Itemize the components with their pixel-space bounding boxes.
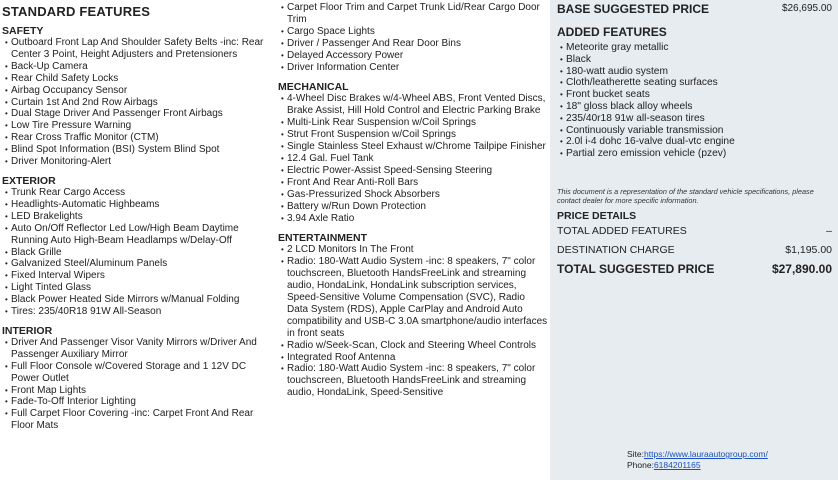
- section-title-exterior: EXTERIOR: [2, 174, 56, 187]
- feature-item: • Black: [560, 54, 832, 66]
- feature-item: • Driver And Passenger Visor Vanity Mirrors w/Driver And Passenger Auxiliary Mirror: [5, 337, 270, 361]
- feature-item: • Strut Front Suspension w/Coil Springs: [281, 129, 548, 141]
- feature-item: • Rear Child Safety Locks: [5, 73, 270, 85]
- feature-item: • Galvanized Steel/Aluminum Panels: [5, 258, 270, 270]
- feature-item: • Light Tinted Glass: [5, 282, 270, 294]
- feature-item: • Fade-To-Off Interior Lighting: [5, 396, 270, 408]
- destination-charge-row: [556, 244, 832, 256]
- interior-list: [0, 337, 270, 432]
- feature-item: • Integrated Roof Antenna: [281, 352, 548, 364]
- mechanical-list: [276, 93, 548, 224]
- features-column-middle: [276, 0, 548, 399]
- feature-item: • Partial zero emission vehicle (pzev): [560, 148, 832, 160]
- feature-item: • 4-Wheel Disc Brakes w/4-Wheel ABS, Front Vented Discs, Brake Assist, Hill Hold Control and Electric Parking Brake: [281, 93, 548, 117]
- destination-charge-label: DESTINATION CHARGE: [557, 243, 675, 256]
- total-suggested-price-label: TOTAL SUGGESTED PRICE: [557, 261, 715, 276]
- feature-item: • Front Map Lights: [5, 385, 270, 397]
- section-title-safety: SAFETY: [2, 25, 44, 37]
- feature-item: • Dual Stage Driver And Passenger Front Airbags: [5, 108, 270, 120]
- feature-item: • Front bucket seats: [560, 89, 832, 101]
- feature-item: • Multi-Link Rear Suspension w/Coil Springs: [281, 117, 548, 129]
- exterior-list: [0, 187, 270, 318]
- feature-item: • Radio: 180-Watt Audio System -inc: 8 speakers, 7" color touchscreen, Bluetooth HandsFreeLink and streaming audio, HondaLink, Speed-Sensitive: [281, 363, 548, 399]
- feature-item: • Full Carpet Floor Covering -inc: Carpet Front And Rear Floor Mats: [5, 408, 270, 432]
- features-column-left: [0, 0, 270, 432]
- section-title-interior: INTERIOR: [2, 324, 53, 337]
- feature-item: • Gas-Pressurized Shock Absorbers: [281, 189, 548, 201]
- entertainment-list: [276, 244, 548, 399]
- feature-item: • Back-Up Camera: [5, 61, 270, 73]
- site-link[interactable]: https://www.lauraautogroup.com/: [644, 449, 768, 459]
- disclaimer-text: This document is a representation of the standard vehicle specifications, please contact dealer for more specific information.: [557, 186, 814, 205]
- feature-item: • Carpet Floor Trim and Carpet Trunk Lid/Rear Cargo Door Trim: [281, 2, 548, 26]
- feature-item: • Curtain 1st And 2nd Row Airbags: [5, 97, 270, 109]
- feature-item: • 2 LCD Monitors In The Front: [281, 244, 548, 256]
- base-price-row: [556, 2, 832, 16]
- price-details-title: PRICE DETAILS: [557, 209, 637, 222]
- feature-item: • 18" gloss black alloy wheels: [560, 101, 832, 113]
- section-title-entertainment: ENTERTAINMENT: [278, 232, 368, 245]
- feature-item: • Tires: 235/40R18 91W All-Season: [5, 306, 270, 318]
- feature-item: • Full Floor Console w/Covered Storage and 1 12V DC Power Outlet: [5, 361, 270, 385]
- feature-item: • Delayed Accessory Power: [281, 50, 548, 62]
- site-label: Site:: [627, 449, 645, 459]
- interior-continued-list: [276, 2, 548, 73]
- feature-item: • Driver Monitoring-Alert: [5, 156, 270, 168]
- base-price-label: BASE SUGGESTED PRICE: [557, 2, 710, 16]
- total-suggested-price-value: $27,890.00: [771, 261, 832, 276]
- page-title: STANDARD FEATURES: [2, 4, 151, 19]
- dealer-contact: [627, 449, 768, 471]
- feature-item: • Radio: 180-Watt Audio System -inc: 8 speakers, 7" color touchscreen, Bluetooth HandsFreeLink and streaming audio, HondaLink, HondaLink subscription services, Speed-Sensitive Volume Compensation (SVC), Radio Data System (RDS), Apple CarPlay and Android Auto compatibility and USB-C 3.0A smartphone/audio interfaces in front seats: [281, 256, 548, 339]
- feature-item: • Meteorite gray metallic: [560, 42, 832, 54]
- feature-item: • Driver Information Center: [281, 62, 548, 74]
- feature-item: • LED Brakelights: [5, 211, 270, 223]
- feature-item: • Auto On/Off Reflector Led Low/High Beam Daytime Running Auto High-Beam Headlamps w/Delay-Off: [5, 223, 270, 247]
- feature-item: • Black Power Heated Side Mirrors w/Manual Folding: [5, 294, 270, 306]
- feature-item: • Driver / Passenger And Rear Door Bins: [281, 38, 548, 50]
- total-added-features-row: [556, 225, 832, 237]
- phone-label: Phone:: [627, 460, 654, 470]
- feature-item: • Continuously variable transmission: [560, 125, 832, 137]
- feature-item: • Front And Rear Anti-Roll Bars: [281, 177, 548, 189]
- feature-item: • Headlights-Automatic Highbeams: [5, 199, 270, 211]
- feature-item: • Electric Power-Assist Speed-Sensing Steering: [281, 165, 548, 177]
- feature-item: • Cloth/leatherette seating surfaces: [560, 77, 832, 89]
- base-price-value: $26,695.00: [781, 3, 832, 14]
- feature-item: • Low Tire Pressure Warning: [5, 120, 270, 132]
- section-title-mechanical: MECHANICAL: [278, 81, 349, 94]
- feature-item: • Blind Spot Information (BSI) System Blind Spot: [5, 144, 270, 156]
- feature-item: • Outboard Front Lap And Shoulder Safety Belts -inc: Rear Center 3 Point, Height Adjusters and Pretensioners: [5, 37, 270, 61]
- feature-item: • Cargo Space Lights: [281, 26, 548, 38]
- feature-item: • 3.94 Axle Ratio: [281, 213, 548, 225]
- total-added-features-value: –: [826, 224, 832, 237]
- feature-item: • 235/40r18 91w all-season tires: [560, 113, 832, 125]
- feature-item: • 180-watt audio system: [560, 66, 832, 78]
- feature-item: • Fixed Interval Wipers: [5, 270, 270, 282]
- pricing-panel: [550, 0, 838, 480]
- feature-item: • Rear Cross Traffic Monitor (CTM): [5, 132, 270, 144]
- feature-item: • Single Stainless Steel Exhaust w/Chrome Tailpipe Finisher: [281, 141, 548, 153]
- total-added-features-label: TOTAL ADDED FEATURES: [557, 224, 687, 237]
- feature-item: • Airbag Occupancy Sensor: [5, 85, 270, 97]
- feature-item: • Black Grille: [5, 247, 270, 259]
- added-features-list: [556, 42, 832, 160]
- feature-item: • 2.0l i-4 dohc 16-valve dual-vtc engine: [560, 136, 832, 148]
- phone-link[interactable]: 6184201165: [653, 460, 701, 470]
- added-features-title: ADDED FEATURES: [557, 25, 667, 39]
- feature-item: • 12.4 Gal. Fuel Tank: [281, 153, 548, 165]
- feature-item: • Battery w/Run Down Protection: [281, 201, 548, 213]
- feature-item: • Radio w/Seek-Scan, Clock and Steering Wheel Controls: [281, 340, 548, 352]
- feature-item: • Trunk Rear Cargo Access: [5, 187, 270, 199]
- total-suggested-price-row: [556, 262, 832, 276]
- destination-charge-value: $1,195.00: [785, 243, 832, 256]
- safety-list: [0, 37, 270, 168]
